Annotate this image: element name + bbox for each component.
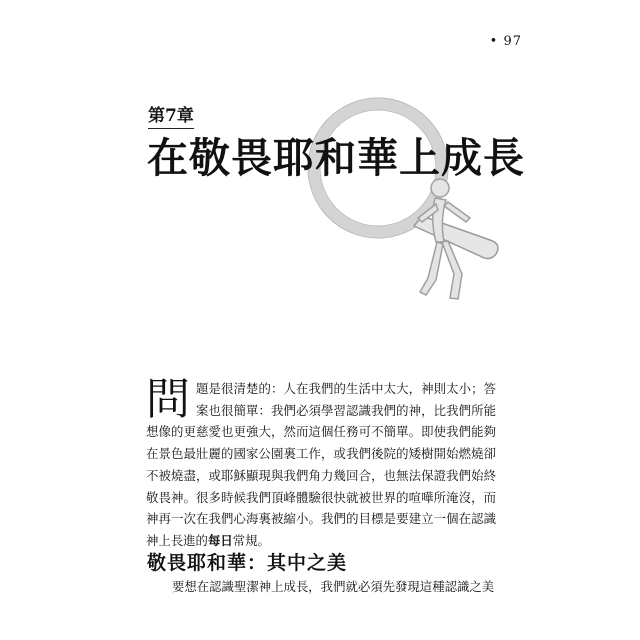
figure-arm xyxy=(444,202,470,222)
figure-right-leg xyxy=(442,241,462,299)
section-heading: 敬畏耶和華：其中之美 xyxy=(147,552,348,574)
chapter-title: 在敬畏耶和華上成長 xyxy=(147,134,525,182)
intro-emphasis: 每日 xyxy=(207,532,233,548)
figure-left-leg xyxy=(420,242,443,295)
intro-text: 題是很清楚的：人在我們的生活中太大，神則太小；答案也很簡單：我們必須學習認識我們的神，比我們所能想像的更慈愛也更強大，然而這個任務可不簡單。即使我們能夠在景色最壯麗的國家公園裏工作，或我們後院的矮樹開始燃燒卻不被燒盡，或耶穌顯現與我們角力幾回合，也無法保證我們始終敬畏神。很多時候我們頂峰體驗很快就被世界的喧嘩所淹沒，而神再一次在我們心海裏被縮小。我們的目標是要建立一個在認識神上長進的 xyxy=(146,381,496,548)
intro-paragraph xyxy=(146,374,496,552)
magnifier-handle xyxy=(414,216,498,259)
section-first-line: 要想在認識聖潔神上成長，我們就必須先發現這種認識之美 xyxy=(172,579,495,594)
drop-cap: 問 xyxy=(146,374,190,425)
chapter-label: 第7章 xyxy=(148,101,194,129)
intro-text-end: 常規。 xyxy=(232,532,270,548)
page-number: • 97 xyxy=(489,34,522,49)
